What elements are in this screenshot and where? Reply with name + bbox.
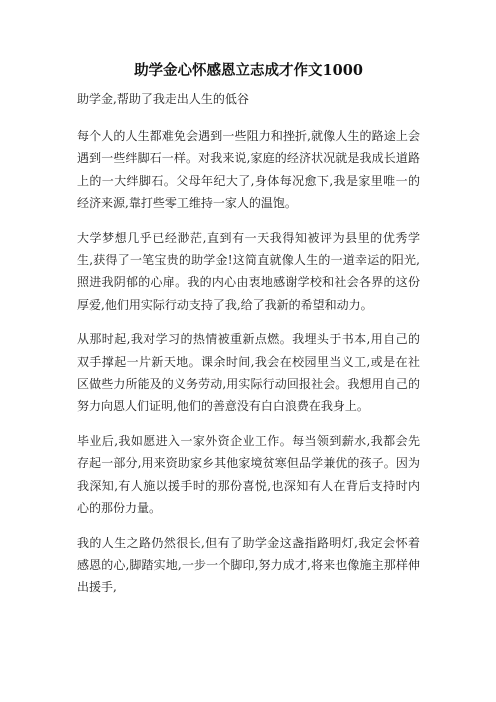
paragraph-3: 从那时起,我对学习的热情被重新点燃。我埋头于书本,用自己的双手撑起一片新天地。课余时间,我会在校园里当义工,或是在社区做些力所能及的义务劳动,用实际行动回报社会。我想用自己的努力向恩人们证明,他们的善意没有白白浪费在我身上。 [77,332,420,414]
paragraph-4: 毕业后,我如愿进入一家外资企业工作。每当领到薪水,我都会先存起一部分,用来资助家乡其他家境贫寒但品学兼优的孩子。因为我深知,有人施以援手时的那份喜悦,也深知有人在背后支持时内心的那份力量。 [77,433,420,516]
paragraph-5: 我的人生之路仍然很长,但有了助学金这盏指路明灯,我定会怀着感恩的心,脚踏实地,一步一个脚印,努力成才,将来也像施主那样伸出援手, [77,535,420,595]
paragraph-2: 大学梦想几乎已经渺茫,直到有一天我得知被评为县里的优秀学生,获得了一笔宝贵的助学金!这简直就像人生的一道幸运的阳光,照进我阴郁的心扉。我的内心由衷地感谢学校和社会各界的这份厚爱,他们用实际行动支持了我,给了我新的希望和动力。 [77,230,420,312]
paragraph-1: 每个人的人生都难免会遇到一些阻力和挫折,就像人生的路途上会遇到一些绊脚石一样。对我来说,家庭的经济状况就是我成长道路上的一大绊脚石。父母年纪大了,身体每况愈下,我是家里唯一的经济来源,靠打些零工维持一家人的温饱。 [77,129,420,211]
document-title: 助学金心怀感恩立志成才作文1000 [134,62,363,79]
document-subtitle: 助学金,帮助了我走出人生的低谷 [77,92,249,106]
